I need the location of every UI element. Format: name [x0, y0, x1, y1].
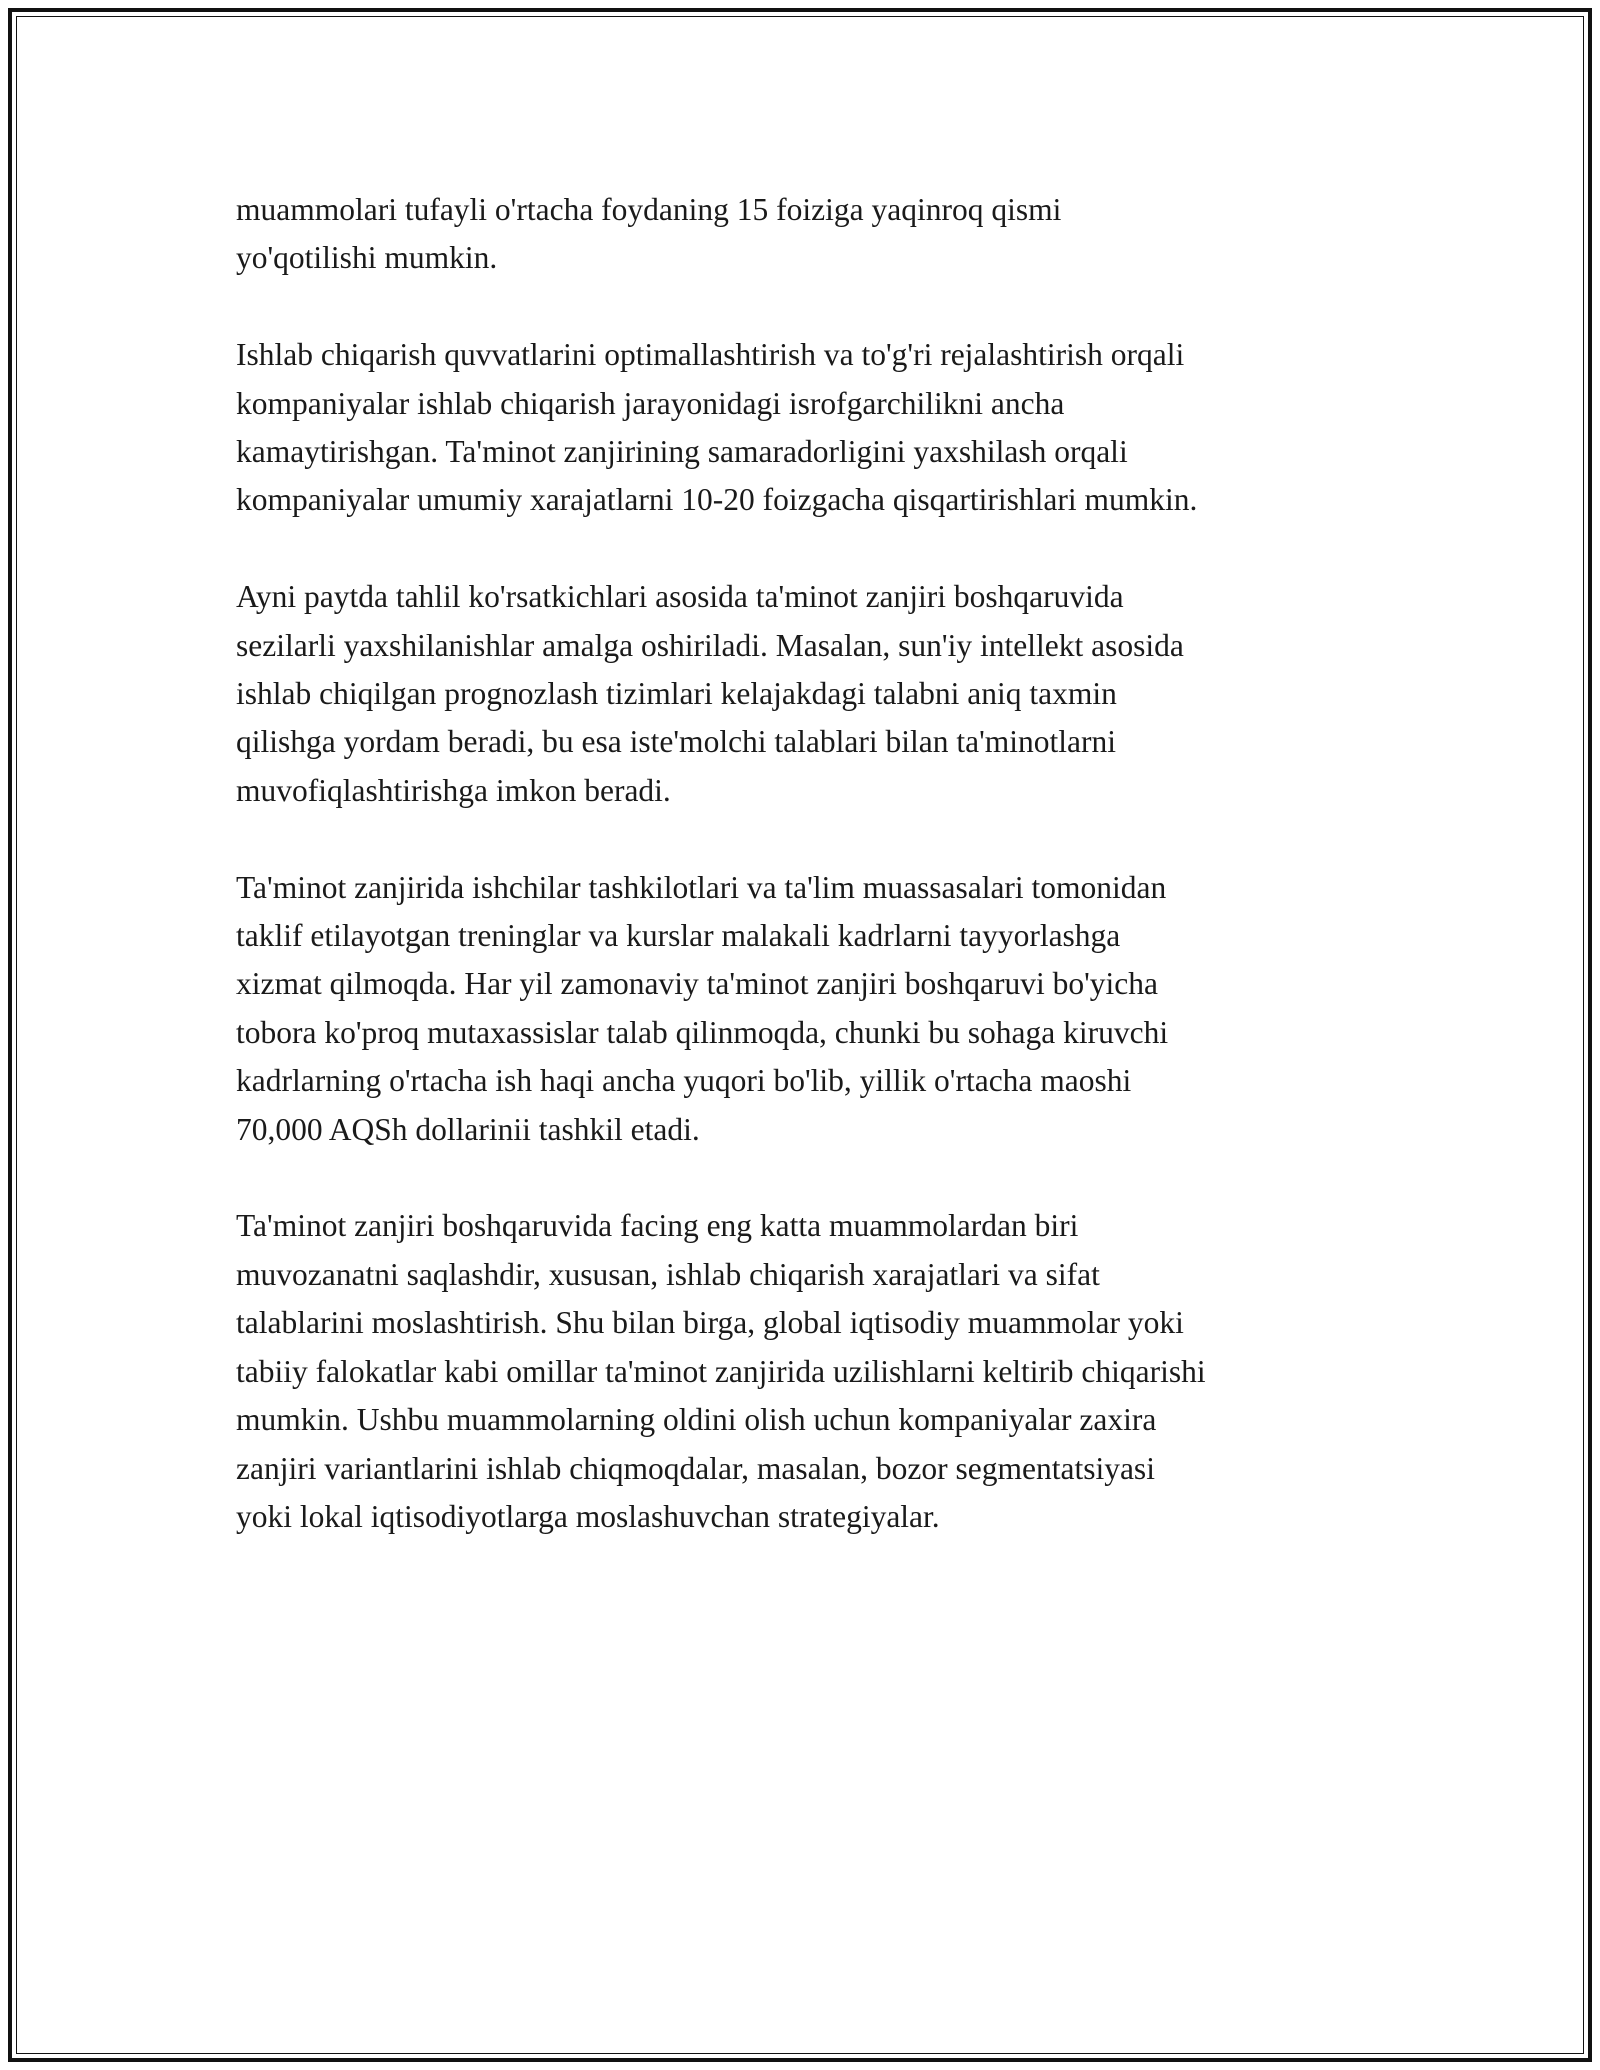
text-line: Ta'minot zanjirida ishchilar tashkilotlari va ta'lim muassasalari tomonidan [236, 869, 1167, 905]
text-line: talablarini moslashtirish. Shu bilan birga, global iqtisodiy muammolar yoki [236, 1305, 1184, 1341]
text-line: sezilarli yaxshilanishlar amalga oshiriladi. Masalan, sun'iy intellekt asosida [236, 627, 1184, 663]
text-line: tabiiy falokatlar kabi omillar ta'minot zanjirida uzilishlarni keltirib chiqarishi [236, 1353, 1206, 1389]
paragraph [236, 573, 1386, 815]
text-line: tobora ko'proq mutaxassislar talab qilinmoqda, chunki bu sohaga kiruvchi [236, 1014, 1169, 1050]
text-line: Ishlab chiqarish quvvatlarini optimallashtirish va to'g'ri rejalashtirish orqali [236, 337, 1185, 373]
text-line: zanjiri variantlarini ishlab chiqmoqdalar, masalan, bozor segmentatsiyasi [236, 1450, 1155, 1486]
text-line: muvozanatni saqlashdir, xususan, ishlab chiqarish xarajatlari va sifat [236, 1256, 1100, 1292]
text-line: taklif etilayotgan treninglar va kurslar malakali kadrlarni tayyorlashga [236, 918, 1121, 954]
text-line: Ayni paytda tahlil ko'rsatkichlari asosida ta'minot zanjiri boshqaruvida [236, 579, 1124, 615]
text-line: muammolari tufayli o'rtacha foydaning 15 foiziga yaqinroq qismi [236, 192, 1062, 227]
text-line: Ta'minot zanjiri boshqaruvida facing eng katta muammolardan biri [236, 1208, 1079, 1244]
paragraph [236, 186, 1386, 283]
text-line: kompaniyalar ishlab chiqarish jarayonidagi isrofgarchilikni ancha [236, 385, 1065, 421]
paragraph [236, 1202, 1386, 1541]
text-line: yoki lokal iqtisodiyotlarga moslashuvchan strategiyalar. [236, 1498, 940, 1534]
text-line: 70,000 AQSh dollarinii tashkil etadi. [236, 1111, 700, 1147]
text-line: ishlab chiqilgan prognozlash tizimlari kelajakdagi talabni aniq taxmin [236, 676, 1117, 712]
document-body [236, 186, 1386, 1590]
text-line: xizmat qilmoqda. Har yil zamonaviy ta'minot zanjiri boshqaruvi bo'yicha [236, 966, 1158, 1002]
text-line: yo'qotilishi mumkin. [236, 240, 498, 276]
text-line: qilishga yordam beradi, bu esa iste'molchi talablari bilan ta'minotlarni [236, 724, 1116, 760]
paragraph [236, 331, 1386, 525]
paragraph [236, 864, 1386, 1154]
text-line: kadrlarning o'rtacha ish haqi ancha yuqori bo'lib, yillik o'rtacha maoshi [236, 1063, 1132, 1099]
text-line: mumkin. Ushbu muammolarning oldini olish uchun kompaniyalar zaxira [236, 1402, 1157, 1438]
text-line: kompaniyalar umumiy xarajatlarni 10-20 foizgacha qisqartirishlari mumkin. [236, 482, 1198, 518]
text-line: kamaytirishgan. Ta'minot zanjirining samaradorligini yaxshilash orqali [236, 434, 1128, 470]
text-line: muvofiqlashtirishga imkon beradi. [236, 772, 671, 808]
